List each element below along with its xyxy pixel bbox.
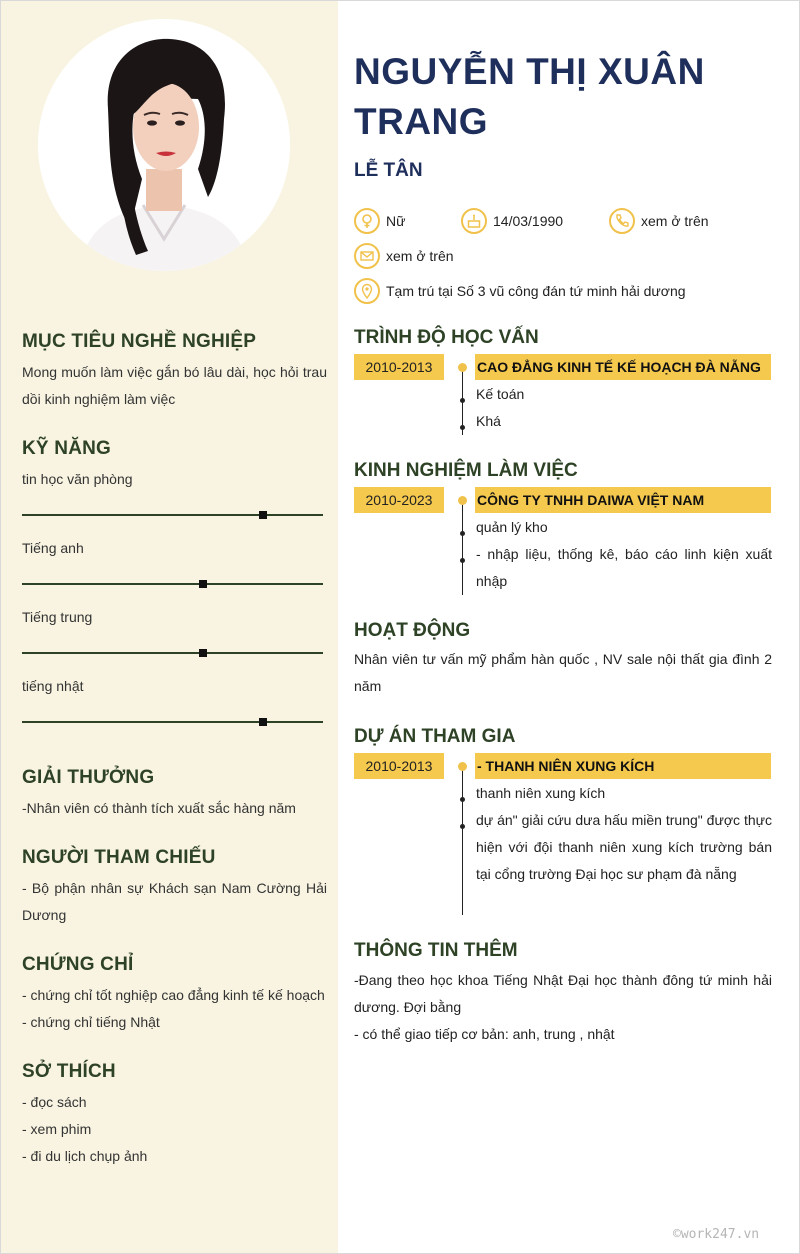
birthday-value: 14/03/1990 xyxy=(493,213,564,229)
watermark: ©work247.vn xyxy=(673,1227,760,1242)
certificate-item: - chứng chỉ tốt nghiệp cao đẳng kinh tế kế hoạch xyxy=(22,987,325,1003)
hobby-item: - đi du lịch chụp ảnh xyxy=(22,1148,148,1164)
activities-text: Nhân viên tư vấn mỹ phẩm hàn quốc , NV sale nội thất gia đình 2 năm xyxy=(354,651,772,694)
skill-level-marker xyxy=(199,580,207,588)
references-title: NGƯỜI THAM CHIẾU xyxy=(22,847,216,868)
email-value: xem ở trên xyxy=(386,248,454,264)
experience-date: 2010-2023 xyxy=(354,487,444,513)
timeline-line xyxy=(462,500,463,595)
skill-name: Tiếng trung xyxy=(22,609,93,625)
phone-value: xem ở trên xyxy=(641,213,709,229)
email-info xyxy=(354,243,454,269)
experience-company: CÔNG TY TNHH DAIWA VIỆT NAM xyxy=(475,487,771,513)
bullet-dot xyxy=(460,797,465,802)
phone-icon xyxy=(609,208,635,234)
project-date: 2010-2013 xyxy=(354,753,444,779)
hobby-item: - đọc sách xyxy=(22,1094,87,1110)
skill-name: tiếng nhật xyxy=(22,678,84,694)
cake-icon xyxy=(461,208,487,234)
gender-icon xyxy=(354,208,380,234)
map-pin-icon xyxy=(354,278,380,304)
birthday-info xyxy=(461,208,563,234)
project-detail: thanh niên xung kích xyxy=(476,785,606,801)
address-info xyxy=(354,278,686,304)
skill-name: tin học văn phòng xyxy=(22,471,133,487)
education-school: CAO ĐẲNG KINH TẾ KẾ HOẠCH ĐÀ NẴNG xyxy=(475,354,771,380)
awards-title: GIẢI THƯỞNG xyxy=(22,767,155,788)
education-detail: Khá xyxy=(476,413,501,429)
phone-info xyxy=(609,208,709,234)
timeline-dot xyxy=(458,762,467,771)
experience-detail: - nhập liệu, thống kê, báo cáo linh kiện xuất nhập xyxy=(476,546,772,589)
candidate-role: LỄ TÂN xyxy=(354,160,423,181)
skills-title: KỸ NĂNG xyxy=(22,438,112,459)
skill-name: Tiếng anh xyxy=(22,540,84,556)
extra-text: -Đang theo học khoa Tiếng Nhật Đại học thành đông tứ minh hải dương. Đợi bằng xyxy=(354,972,772,1015)
certificates-title: CHỨNG CHỈ xyxy=(22,954,134,975)
candidate-name: NGUYỄN THỊ XUÂN TRANG xyxy=(354,51,705,142)
timeline-dot xyxy=(458,363,467,372)
certificate-item: - chứng chỉ tiếng Nhật xyxy=(22,1014,160,1030)
extra-title: THÔNG TIN THÊM xyxy=(354,940,518,961)
hobby-item: - xem phim xyxy=(22,1121,92,1137)
skill-bar xyxy=(22,721,323,723)
project-name: - THANH NIÊN XUNG KÍCH xyxy=(475,753,771,779)
bullet-dot xyxy=(460,425,465,430)
main-content xyxy=(338,1,800,1253)
education-date: 2010-2013 xyxy=(354,354,444,380)
hobbies-title: SỞ THÍCH xyxy=(22,1061,116,1082)
bullet-dot xyxy=(460,824,465,829)
objective-text: Mong muốn làm việc gắn bó lâu dài, học hỏi trau dồi kinh nghiệm làm việc xyxy=(22,364,327,407)
project-detail: dự án" giải cứu dưa hấu miền trung" được thực hiện với đội thanh niên xung kích trường bán tại cổng trường Đại học sư phạm đà nẵng xyxy=(476,812,772,882)
bullet-dot xyxy=(460,558,465,563)
experience-detail: quản lý kho xyxy=(476,519,548,535)
education-detail: Kế toán xyxy=(476,386,525,402)
experience-title: KINH NGHIỆM LÀM VIỆC xyxy=(354,460,578,481)
skill-level-marker xyxy=(259,511,267,519)
skill-level-marker xyxy=(199,649,207,657)
timeline-dot xyxy=(458,496,467,505)
extra-text: - có thể giao tiếp cơ bản: anh, trung , nhật xyxy=(354,1026,615,1042)
profile-photo xyxy=(38,19,290,271)
activities-title: HOẠT ĐỘNG xyxy=(354,620,471,641)
objective-title: MỤC TIÊU NGHỀ NGHIỆP xyxy=(22,331,257,352)
gender-value: Nữ xyxy=(386,213,406,229)
awards-text: -Nhân viên có thành tích xuất sắc hàng năm xyxy=(22,800,296,816)
address-value: Tạm trú tại Số 3 vũ công đán tứ minh hải dương xyxy=(386,283,686,299)
timeline-line xyxy=(462,766,463,915)
email-icon xyxy=(354,243,380,269)
gender-info xyxy=(354,208,405,234)
bullet-dot xyxy=(460,398,465,403)
education-title: TRÌNH ĐỘ HỌC VẤN xyxy=(354,327,539,348)
skill-bar xyxy=(22,652,323,654)
bullet-dot xyxy=(460,531,465,536)
skill-level-marker xyxy=(259,718,267,726)
references-text: - Bộ phận nhân sự Khách sạn Nam Cường Hải Dương xyxy=(22,880,327,923)
left-sidebar xyxy=(1,1,338,1253)
skill-bar xyxy=(22,583,323,585)
skill-bar xyxy=(22,514,323,516)
projects-title: DỰ ÁN THAM GIA xyxy=(354,726,516,747)
